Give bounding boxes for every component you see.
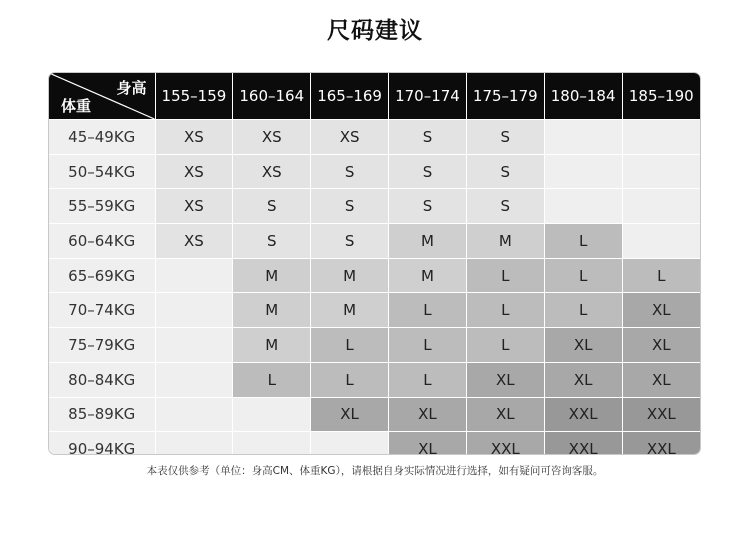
size-cell	[544, 154, 622, 189]
size-cell	[544, 120, 622, 155]
size-cell: XS	[155, 189, 233, 224]
height-header-2: 165–169	[311, 73, 389, 120]
size-cell: S	[389, 189, 467, 224]
size-cell	[544, 189, 622, 224]
size-cell: M	[389, 224, 467, 259]
size-cell: XS	[155, 120, 233, 155]
size-cell: XL	[622, 293, 700, 328]
height-header-5: 180–184	[544, 73, 622, 120]
table-row	[49, 328, 700, 363]
size-cell: XL	[544, 362, 622, 397]
size-cell: S	[466, 120, 544, 155]
table-row	[49, 258, 700, 293]
size-cell: S	[233, 224, 311, 259]
size-cell: XL	[622, 328, 700, 363]
size-cell: M	[233, 258, 311, 293]
size-cell: XS	[155, 154, 233, 189]
table-body	[49, 120, 700, 456]
size-cell: L	[389, 328, 467, 363]
height-header-6: 185–190	[622, 73, 700, 120]
size-cell: XS	[233, 120, 311, 155]
weight-label: 65–69KG	[49, 258, 155, 293]
size-cell: XS	[155, 224, 233, 259]
size-cell: S	[466, 154, 544, 189]
size-cell: S	[389, 120, 467, 155]
size-table	[49, 73, 700, 455]
size-cell: L	[311, 328, 389, 363]
weight-label: 75–79KG	[49, 328, 155, 363]
weight-label: 90–94KG	[49, 432, 155, 455]
size-cell: L	[389, 362, 467, 397]
size-cell: M	[311, 293, 389, 328]
size-cell: M	[311, 258, 389, 293]
size-cell	[233, 432, 311, 455]
size-cell: S	[311, 224, 389, 259]
table-row	[49, 154, 700, 189]
corner-cell	[49, 73, 155, 120]
size-cell: XL	[622, 362, 700, 397]
size-cell: M	[466, 224, 544, 259]
size-cell: M	[233, 293, 311, 328]
table-row	[49, 432, 700, 455]
size-cell: L	[544, 258, 622, 293]
size-cell: S	[389, 154, 467, 189]
size-cell: L	[622, 258, 700, 293]
table-row	[49, 293, 700, 328]
table-header	[49, 73, 700, 120]
size-chart-table	[48, 72, 701, 455]
header-row	[49, 73, 700, 120]
size-cell	[155, 432, 233, 455]
size-cell: S	[311, 154, 389, 189]
size-cell: L	[389, 293, 467, 328]
size-cell	[155, 293, 233, 328]
height-header-4: 175–179	[466, 73, 544, 120]
weight-label: 85–89KG	[49, 397, 155, 432]
height-header-3: 170–174	[389, 73, 467, 120]
size-cell: XS	[233, 154, 311, 189]
page-title: 尺码建议	[327, 18, 423, 44]
size-cell	[311, 432, 389, 455]
size-cell: XXL	[466, 432, 544, 455]
weight-label: 55–59KG	[49, 189, 155, 224]
size-cell: S	[311, 189, 389, 224]
weight-label: 50–54KG	[49, 154, 155, 189]
table-row	[49, 224, 700, 259]
size-cell: XXL	[622, 432, 700, 455]
size-cell: XL	[311, 397, 389, 432]
size-cell: L	[466, 258, 544, 293]
size-cell: S	[466, 189, 544, 224]
height-header-1: 160–164	[233, 73, 311, 120]
size-cell	[155, 328, 233, 363]
size-cell: L	[466, 293, 544, 328]
weight-label: 70–74KG	[49, 293, 155, 328]
size-cell: L	[311, 362, 389, 397]
size-cell	[155, 362, 233, 397]
size-cell	[622, 120, 700, 155]
size-cell	[622, 154, 700, 189]
size-cell	[233, 397, 311, 432]
weight-label: 80–84KG	[49, 362, 155, 397]
table-row	[49, 397, 700, 432]
size-cell: XS	[311, 120, 389, 155]
size-cell: XL	[466, 397, 544, 432]
height-axis-label: 身高	[116, 79, 147, 97]
size-cell: XXL	[622, 397, 700, 432]
size-cell: XXL	[544, 432, 622, 455]
weight-label: 60–64KG	[49, 224, 155, 259]
size-cell: L	[544, 293, 622, 328]
size-cell: XL	[466, 362, 544, 397]
size-cell: XL	[389, 397, 467, 432]
weight-label: 45–49KG	[49, 120, 155, 155]
size-cell: S	[233, 189, 311, 224]
size-cell	[155, 397, 233, 432]
table-row	[49, 189, 700, 224]
size-cell	[155, 258, 233, 293]
size-cell: XXL	[544, 397, 622, 432]
table-row	[49, 120, 700, 155]
size-cell: M	[389, 258, 467, 293]
size-cell	[622, 189, 700, 224]
size-cell: L	[466, 328, 544, 363]
height-header-0: 155–159	[155, 73, 233, 120]
weight-axis-label: 体重	[61, 97, 92, 115]
size-cell: XL	[389, 432, 467, 455]
size-cell	[622, 224, 700, 259]
size-cell: L	[544, 224, 622, 259]
size-cell: M	[233, 328, 311, 363]
table-row	[49, 362, 700, 397]
size-cell: XL	[544, 328, 622, 363]
size-cell: L	[233, 362, 311, 397]
footnote: 本表仅供参考（单位：身高CM、体重KG），请根据自身实际情况进行选择，如有疑问可咨询客服。	[146, 465, 604, 477]
